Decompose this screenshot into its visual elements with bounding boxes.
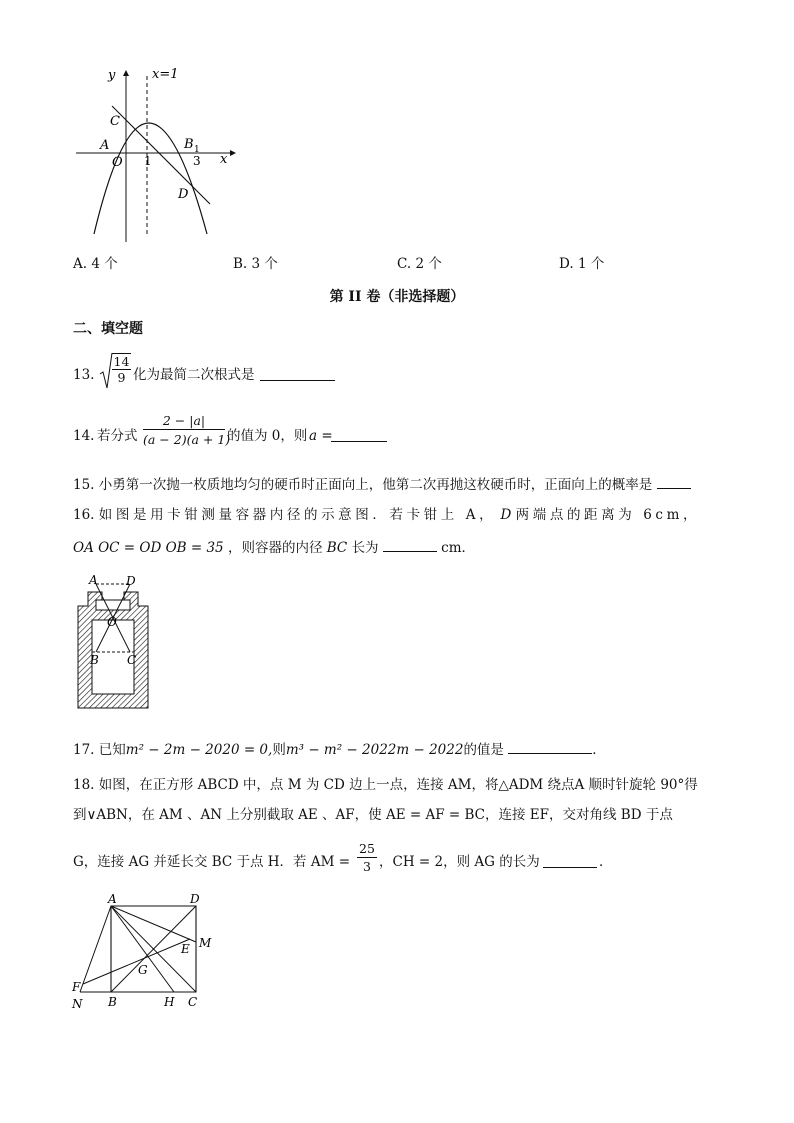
q16-line1: 如图是用卡钳测量容器内径的示意图．若卡钳上 A， <box>98 507 497 523</box>
square-geometry-figure <box>66 892 226 1022</box>
q17-post: 的值是 <box>463 742 504 758</box>
q18-number: 18. <box>73 777 95 793</box>
q18-fig-g: G <box>138 963 148 977</box>
choice-a-text: 4 个 <box>91 256 118 272</box>
q14-frac-num: 2 − |a| <box>143 412 225 430</box>
q18-fig-h: H <box>164 995 175 1009</box>
choice-d-text: 1 个 <box>577 256 605 272</box>
q18-fig-a: A <box>108 892 117 906</box>
q14-pre: 若分式 <box>97 428 138 444</box>
q16-fig-b: B <box>90 653 99 667</box>
q16-fig-a: A <box>89 573 98 587</box>
q18-frac-num: 25 <box>357 840 377 858</box>
choice-c <box>397 255 442 273</box>
q13-answer-blank[interactable] <box>260 366 335 381</box>
q17-eq1: m² − 2m − 2020 = 0, <box>125 742 273 758</box>
q16-fig-o: O <box>107 615 117 629</box>
graph-label-1: 1 <box>144 154 152 168</box>
q17-pre: 已知 <box>98 742 126 758</box>
q16-line2-eq: OA OC = OD OB = 35 <box>73 540 224 556</box>
q18-fig-n: N <box>72 997 83 1011</box>
caliper-container-figure <box>72 572 162 712</box>
q17-then: 则 <box>272 742 286 758</box>
graph-label-o: O <box>112 155 123 170</box>
q14-frac-den: (a − 2)(a + 1) <box>143 432 231 447</box>
q14-number: 14. <box>73 428 95 444</box>
q18-end: ． <box>599 854 613 870</box>
q15-text: 小勇第一次抛一枚质地均匀的硬币时正面向上，他第二次再抛这枚硬币时，正面向上的概率是 <box>98 477 653 493</box>
choice-a <box>73 255 118 273</box>
q18-line2: 到∨ABN，在 AM 、AN 上分别截取 AE 、AF，使 AE = AF = BC，连接 EF，交对角线 BD 于点 <box>73 807 673 823</box>
question-18-line1 <box>73 776 698 794</box>
q16-fig-d: D <box>126 574 136 588</box>
q17-end: ． <box>592 742 606 758</box>
q18-fig-c: C <box>188 995 198 1009</box>
q14-mid: 的值为 0，则 <box>227 428 308 444</box>
choice-b <box>233 255 278 273</box>
graph-label-3: 3 <box>193 154 201 168</box>
graph-label-axis: x=1 <box>152 67 179 82</box>
q13-text: 化为最简二次根式是 <box>133 367 255 383</box>
graph-label-a: A <box>100 138 110 153</box>
q18-line3a: G，连接 AG 并延长交 BC 于点 H．若 AM = <box>73 854 351 870</box>
question-17 <box>73 739 606 759</box>
q16-answer-blank[interactable] <box>383 537 437 552</box>
q16-line1-c: 两端点的距离为 6cm， <box>515 507 701 523</box>
q17-eq2: m³ − m² − 2022m − 2022 <box>285 742 464 758</box>
choice-d <box>559 255 604 273</box>
q16-number: 16. <box>73 507 95 523</box>
choice-c-letter: C. <box>397 256 412 272</box>
choice-b-letter: B. <box>233 256 248 272</box>
q16-line2-d: 长为 <box>351 540 379 556</box>
sqrt-icon <box>99 352 113 392</box>
choice-a-letter: A. <box>73 256 88 272</box>
choice-b-text: 3 个 <box>251 256 278 272</box>
q18-fig-e: E <box>181 942 190 956</box>
q18-fig-d: D <box>190 892 200 906</box>
q17-number: 17. <box>73 742 95 758</box>
section-heading: 第 II 卷（非选择题） <box>329 289 465 305</box>
question-16-line1 <box>73 506 700 524</box>
q13-root-den: 9 <box>117 370 126 385</box>
q18-fig-f: F <box>72 980 81 994</box>
q17-answer-blank[interactable] <box>508 739 592 754</box>
q16-line2-bc: BC <box>326 540 348 556</box>
q16-line2-b: ，则容器的内径 <box>227 540 323 556</box>
graph-label-c: C <box>110 114 120 129</box>
q16-line2-unit: cm． <box>441 540 476 556</box>
q18-fig-m: M <box>199 936 212 950</box>
q18-line3b: ，CH = 2，则 AG 的长为 <box>379 854 540 870</box>
part-heading: 二、填空题 <box>73 321 143 337</box>
q13-number: 13. <box>73 367 95 383</box>
q15-answer-blank[interactable] <box>657 474 691 489</box>
graph-label-y: y <box>108 68 116 83</box>
q13-root-num: 14 <box>113 354 130 369</box>
question-18-line2 <box>73 806 673 824</box>
q14-answer-blank[interactable] <box>331 427 387 442</box>
question-16-line2 <box>73 537 475 557</box>
q18-fig-b: B <box>108 995 117 1009</box>
q18-frac-den: 3 <box>363 859 371 874</box>
choice-c-text: 2 个 <box>415 256 442 272</box>
q16-fig-c: C <box>127 653 137 667</box>
graph-label-b-sub: 1 <box>194 145 200 155</box>
q18-answer-blank[interactable] <box>543 853 597 868</box>
parabola-graph <box>72 62 242 247</box>
graph-label-d: D <box>178 187 189 202</box>
q18-line1: 如图，在正方形 ABCD 中，点 M 为 CD 边上一点，连接 AM，将△ADM 绕点A 顺时针旋轮 90°得 <box>98 777 698 793</box>
graph-label-b: B <box>184 137 194 152</box>
graph-label-x: x <box>220 152 228 167</box>
q16-line1-d: D <box>500 507 512 523</box>
choice-d-letter: D. <box>559 256 574 272</box>
q15-number: 15. <box>73 477 95 493</box>
question-15 <box>73 474 691 494</box>
q14-var: a = <box>309 428 333 444</box>
